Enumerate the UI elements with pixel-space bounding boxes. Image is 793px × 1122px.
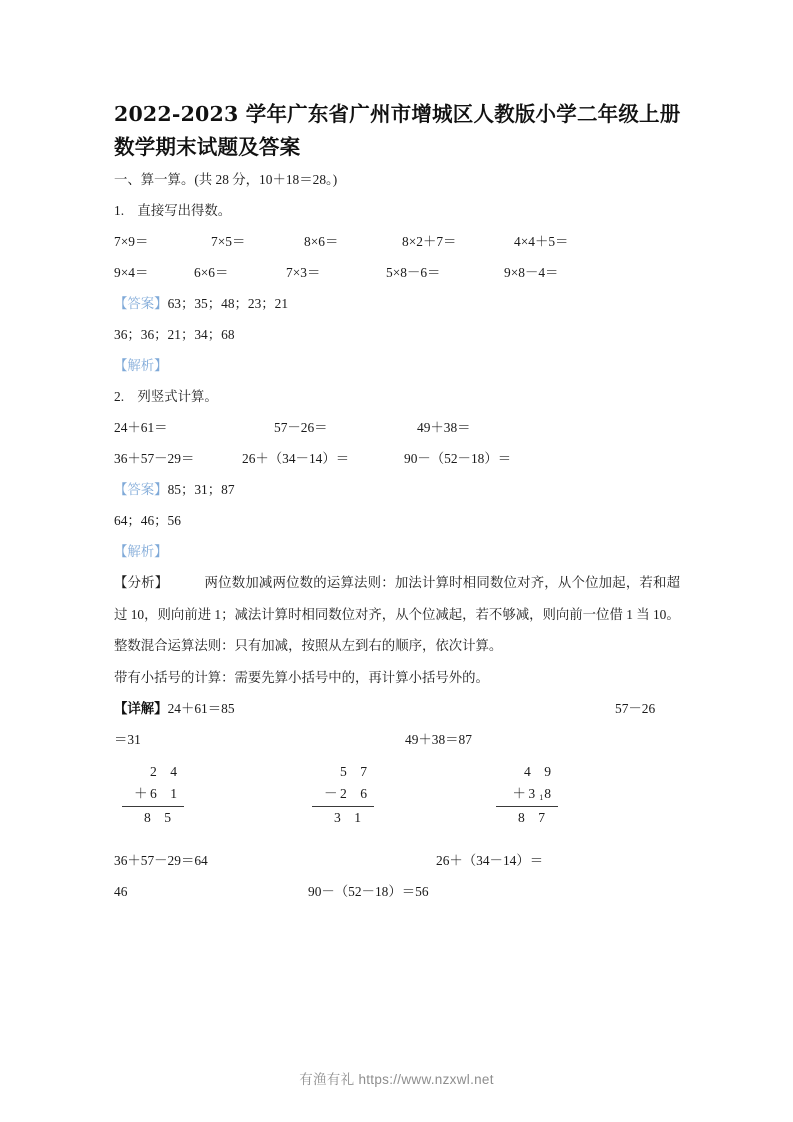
expr-2-2: 6×6＝ <box>194 265 229 280</box>
xiangjie-first <box>114 693 235 724</box>
tail-expr-d: 90－（52－18）＝56 <box>308 884 429 899</box>
vertical-operator: ＋ <box>134 786 148 801</box>
carry-mark: 1 <box>539 793 544 802</box>
vertical-operand-bottom <box>312 783 374 805</box>
vertical-bottom-digits: 2 6 <box>340 786 372 801</box>
problem-1-answer-line-2: 36；36；21；34；68 <box>114 327 235 342</box>
problem-1-label: 1. 直接写出得数。 <box>114 203 232 218</box>
problem-1-answer <box>114 288 680 319</box>
analysis-tag: 【解析】 <box>114 358 168 373</box>
problem-2-analysis-tag <box>114 536 680 567</box>
problem-2-label: 2. 列竖式计算。 <box>114 389 218 404</box>
problem-2-rule-line-2: 整数混合运算法则：只有加减，按照从左到右的顺序，依次计算。 <box>114 638 503 653</box>
expr-2-4: 5×8－6＝ <box>386 265 441 280</box>
document-body <box>114 98 680 907</box>
expr-4-1: 36＋57－29＝ <box>114 451 195 466</box>
answer-value-line-1: 63；35；48；23；21 <box>167 296 289 311</box>
tail-expr-c: 46 <box>114 884 128 899</box>
expr-2-1: 9×4＝ <box>114 265 149 280</box>
problem-1-row-1 <box>114 226 680 257</box>
expr-1-3: 8×6＝ <box>304 234 339 249</box>
page-title-line-2: 数学期末试题及答案 <box>114 135 301 159</box>
tail-expr-a: 36＋57－29＝64 <box>114 853 208 868</box>
vertical-operator: ＋ <box>512 786 526 801</box>
vertical-operand-bottom <box>122 783 184 805</box>
problem-2-xiangjie-row-1 <box>114 693 680 724</box>
fenxi-tag: 【分析】 <box>114 575 169 590</box>
vertical-calc-1 <box>122 761 184 829</box>
xiangjie-expr-a: 24＋61＝85 <box>167 701 235 716</box>
expr-1-4: 8×2＋7＝ <box>402 234 457 249</box>
expr-2-3: 7×3＝ <box>286 265 321 280</box>
vertical-result-row <box>312 807 374 829</box>
answer-value-line-1: 85；31；87 <box>167 482 235 497</box>
answer-tag: 【答案】 <box>114 482 168 497</box>
expr-3-2: 57－26＝ <box>274 420 328 435</box>
expr-1-5: 4×4＋5＝ <box>514 234 569 249</box>
problem-2-answer <box>114 474 680 505</box>
vertical-calc-2 <box>312 761 374 829</box>
problem-1-row-2 <box>114 257 680 288</box>
problem-2-tail-row-2 <box>114 876 680 907</box>
vertical-operator: － <box>324 786 338 801</box>
vertical-top-digits: 4 9 <box>524 764 556 779</box>
footer-watermark: 有渔有礼 https://www.nzxwl.net <box>299 1072 494 1087</box>
problem-2-answer-line-2: 64；46；56 <box>114 513 181 528</box>
page-title-line-1: 2022-2023 学年广东省广州市增城区人教版小学二年级上册 <box>114 102 681 126</box>
expr-3-3: 49＋38＝ <box>417 420 471 435</box>
analysis-tag: 【解析】 <box>114 544 168 559</box>
problem-2-fenxi <box>114 567 680 630</box>
vertical-result: 8 7 <box>518 810 550 825</box>
vertical-operand-top <box>496 761 558 783</box>
page-title <box>114 98 680 164</box>
answer-tag: 【答案】 <box>114 296 168 311</box>
problem-2-row-2 <box>114 443 680 474</box>
tail-expr-b: 26＋（34－14）＝ <box>436 853 544 868</box>
vertical-result-row <box>122 807 184 829</box>
problem-2-row-1 <box>114 412 680 443</box>
vertical-result: 8 5 <box>144 810 176 825</box>
xiangjie-expr-d: 49＋38＝87 <box>405 732 472 747</box>
vertical-result: 3 1 <box>334 810 366 825</box>
expr-1-1: 7×9＝ <box>114 234 149 249</box>
vertical-bottom-digits: 6 1 <box>150 786 182 801</box>
problem-2-xiangjie-row-2 <box>114 724 680 755</box>
problem-1-analysis-tag <box>114 350 680 381</box>
expr-4-2: 26＋（34－14）＝ <box>242 451 350 466</box>
expr-2-5: 9×8－4＝ <box>504 265 559 280</box>
vertical-top-digits: 5 7 <box>340 764 372 779</box>
vertical-bottom-tens: 3 <box>528 786 541 801</box>
expr-3-1: 24＋61＝ <box>114 420 168 435</box>
vertical-operand-top <box>312 761 374 783</box>
problem-2-rule-line-3: 带有小括号的计算：需要先算小括号中的，再计算小括号外的。 <box>114 669 489 685</box>
xiangjie-expr-c: ＝31 <box>114 732 141 747</box>
vertical-bottom-ones: 8 <box>544 786 556 801</box>
expr-1-2: 7×5＝ <box>211 234 246 249</box>
vertical-operand-bottom <box>496 783 558 805</box>
vertical-result-row <box>496 807 558 829</box>
fenxi-text: 两位数加减两位数的运算法则：加法计算时相同数位对齐，从个位加起，若和超过 10，则向前进 1；减法计算时相同数位对齐，从个位减起，若不够减，则向前一位借 1 当 10。 <box>114 575 680 622</box>
vertical-top-digits: 2 4 <box>150 764 182 779</box>
vertical-operand-top <box>122 761 184 783</box>
section-one-heading: 一、算一算。(共 28 分，10＋18＝28。) <box>114 172 338 187</box>
problem-2-tail-row-1 <box>114 845 680 876</box>
expr-4-3: 90－（52－18）＝ <box>404 451 512 466</box>
vertical-calc-3 <box>496 761 558 829</box>
xiangjie-expr-b: 57－26 <box>615 701 656 716</box>
vertical-calculations <box>114 761 680 845</box>
vertical-bottom-digits <box>528 783 558 807</box>
xiangjie-tag: 【详解】 <box>114 701 168 716</box>
